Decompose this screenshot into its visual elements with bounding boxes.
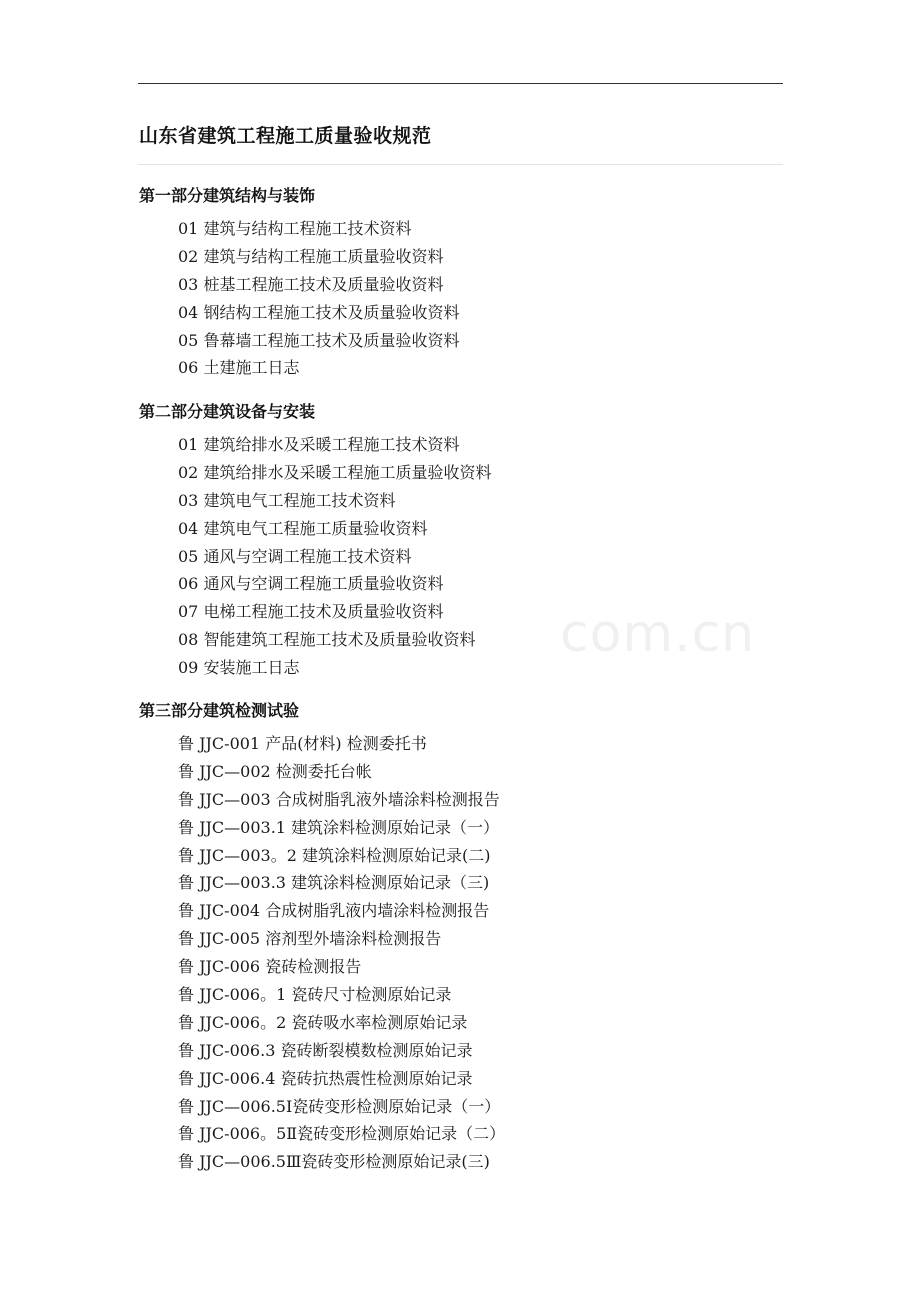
list-item: 鲁 JJC—006.5Ⅰ瓷砖变形检测原始记录（一） — [178, 1096, 501, 1116]
section-part-1 — [139, 183, 779, 382]
list-item: 鲁 JJC-001 产品(材料) 检测委托书 — [178, 734, 427, 753]
list-item: 05 鲁幕墙工程施工技术及质量验收资料 — [178, 330, 460, 350]
list-item: 鲁 JJC-006.4 瓷砖抗热震性检测原始记录 — [178, 1068, 473, 1088]
list-item: 鲁 JJC—006.5Ⅲ瓷砖变形检测原始记录(三) — [178, 1152, 490, 1172]
item-list — [139, 215, 779, 382]
list-item: 鲁 JJC—002 检测委托台帐 — [178, 761, 372, 781]
list-item: 05 通风与空调工程施工技术资料 — [178, 546, 412, 566]
list-item: 09 安装施工日志 — [178, 658, 300, 678]
document-title: 山东省建筑工程施工质量验收规范 — [139, 125, 432, 147]
section-heading: 第二部分建筑设备与安装 — [139, 402, 316, 421]
list-item: 04 建筑电气工程施工质量验收资料 — [178, 518, 428, 538]
list-item: 08 智能建筑工程施工技术及质量验收资料 — [178, 630, 476, 650]
list-item: 鲁 JJC—003。2 建筑涂料检测原始记录(二) — [178, 845, 491, 865]
list-item: 02 建筑给排水及采暖工程施工质量验收资料 — [178, 462, 492, 482]
list-item: 鲁 JJC—003 合成树脂乳液外墙涂料检测报告 — [178, 789, 500, 809]
list-item: 06 通风与空调工程施工质量验收资料 — [178, 574, 444, 594]
section-part-2 — [139, 399, 779, 682]
section-part-3 — [139, 698, 779, 1176]
list-item: 鲁 JJC-006。2 瓷砖吸水率检测原始记录 — [178, 1012, 468, 1032]
list-item: 鲁 JJC-006。5Ⅱ瓷砖变形检测原始记录（二） — [178, 1124, 506, 1144]
list-item: 鲁 JJC—003.1 建筑涂料检测原始记录（一） — [178, 817, 500, 837]
section-heading: 第一部分建筑结构与装饰 — [139, 186, 316, 205]
list-item: 鲁 JJC-006 瓷砖检测报告 — [178, 957, 362, 977]
title-divider — [138, 164, 783, 165]
header-rule — [138, 83, 783, 84]
list-item: 04 钢结构工程施工技术及质量验收资料 — [178, 302, 460, 322]
watermark: com.cn — [560, 604, 756, 664]
list-item: 01 建筑给排水及采暖工程施工技术资料 — [178, 435, 460, 454]
list-item: 鲁 JJC—003.3 建筑涂料检测原始记录（三) — [178, 873, 490, 893]
item-list — [139, 730, 779, 1176]
list-item: 鲁 JJC-006。1 瓷砖尺寸检测原始记录 — [178, 985, 452, 1005]
item-list — [139, 431, 779, 682]
section-heading: 第三部分建筑检测试验 — [139, 701, 300, 720]
list-item: 鲁 JJC-005 溶剂型外墙涂料检测报告 — [178, 929, 442, 949]
list-item: 01 建筑与结构工程施工技术资料 — [178, 219, 412, 238]
list-item: 03 建筑电气工程施工技术资料 — [178, 490, 396, 510]
list-item: 06 土建施工日志 — [178, 358, 300, 378]
list-item: 03 桩基工程施工技术及质量验收资料 — [178, 274, 444, 294]
list-item: 鲁 JJC-004 合成树脂乳液内墙涂料检测报告 — [178, 901, 490, 921]
list-item: 02 建筑与结构工程施工质量验收资料 — [178, 246, 444, 266]
list-item: 鲁 JJC-006.3 瓷砖断裂模数检测原始记录 — [178, 1040, 473, 1060]
list-item: 07 电梯工程施工技术及质量验收资料 — [178, 602, 444, 622]
